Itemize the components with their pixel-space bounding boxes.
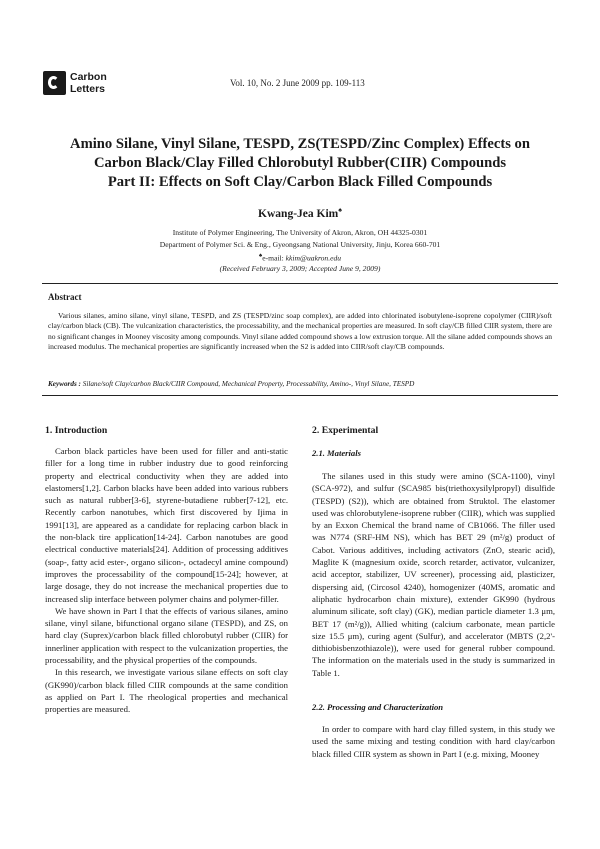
intro-paragraph: We have shown in Part I that the effects of various silanes, amino silane, vinyl silane, bifunctional organo silane (TESPD), and ZS, on hard clay (Suprex)/carbon black filled chlorobutyl rubber (CIIR) for innerliner application with respect to the vulcanization properties, the processability, and the physical properties of the compounds.: [45, 605, 288, 666]
affiliation-1: Institute of Polymer Engineering, The University of Akron, Akron, OH 44325-0301: [172, 228, 428, 237]
email-label: e-mail:: [262, 253, 286, 263]
title-line: Carbon Black/Clay Filled Chlorobutyl Rubber(CIIR) Compounds: [93, 155, 507, 171]
journal-info: Vol. 10, No. 2 June 2009 pp. 109-113: [230, 78, 365, 88]
abstract-box: [42, 283, 558, 396]
materials-paragraph: The silanes used in this study were amino (SCA-1100), vinyl (SCA-972), and sulfur (SCA985 bis(triethoxysilylpropyl) disulfide (TESPD) (S2)), which are obtained from Struktol. The elastomer used was chlorobutylene-isoprene rubber (CIIR), which was supplied by an Exxon Chemical the brand name of CB1066. The filler used was N774 (SRF-HM NS), which has BET 29 (m²/g) product of Cabot. Various additives, including activators (ZnO, stearic acid), Maglite K (magnesium oxide, scorch retarder, activator, vulcanizer, acid acceptor, stabilizer, UV screener), processing aid, plasticizer, dispersing aid, (Circosol 4240), homogenizer (40MS, aromatic and aliphatic hydrocarbon chain mixture), extender GK990 (hydrous aluminum silicate, soft clay) (GK), median particle diameter 1.3 μm, BET 17 (m²/g)), Allied whiting (calcium carbonate, mean particle size 15.5 μm), curing agent (Sulfur), and accelerator (MBTS (2,2'-dithiobisbenzothiazole)), were used for general rubber compound. The information on the materials used in the study is summarized in Table 1.: [312, 471, 555, 678]
received-dates: (Received February 3, 2009; Accepted June 9, 2009): [219, 264, 381, 273]
keywords-label: Keywords :: [48, 380, 81, 388]
keywords: [48, 380, 552, 388]
processing-body: [312, 723, 555, 760]
email-line: [0, 252, 600, 263]
email-mark: ♠: [258, 252, 263, 259]
title-line: Part II: Effects on Soft Clay/Carbon Black Filled Compounds: [107, 174, 493, 190]
author-mark: ♠: [338, 206, 342, 214]
intro-body: [45, 445, 288, 716]
logo-text: [70, 71, 107, 95]
intro-paragraph: In this research, we investigate various silane effects on soft clay (GK990)/carbon black filled CIIR compounds at the same condition as applied on Part I. The rheological properties and mechanical properties are measured.: [45, 667, 288, 715]
keywords-text: Silane/soft Clay/carbon Black/CIIR Compound, Mechanical Property, Processability, Amino-, Vinyl Silane, TESPD: [80, 380, 415, 388]
processing-heading: 2.2. Processing and Characterization: [312, 702, 444, 712]
paper-title: [30, 135, 570, 192]
experimental-heading: 2. Experimental: [312, 425, 379, 436]
logo-line-2: Letters: [70, 83, 106, 95]
processing-paragraph: In order to compare with hard clay filled system, in this study we used the same mixing and testing condition with hard clay/carbon black filled CIIR system as shown in Part I (e.g. mixing, Mooney: [312, 724, 555, 759]
author-name: Kwang-Jea Kim: [258, 207, 339, 220]
carbon-letters-logo-icon: [43, 71, 66, 95]
abstract-heading: Abstract: [48, 292, 82, 302]
intro-heading: 1. Introduction: [45, 425, 108, 436]
abstract-text: Various silanes, amino silane, vinyl silane, TESPD, and ZS (TESPD/zinc soap complex), are added into chlorinated isobutylene-isoprene copolymer (CIIR)/soft clay/carbon black (CB). The vulcanization characteristics, the processability, and the mechanical properties are measured. In soft clay/CB filled CIIR system, there are no significant changes in Mooney viscosity among compounds. Vinyl silane added compound shows a low extrusion torque. All the silane added compounds shows an increased modulus. The mechanical properties are significantly increased when the S2 is added into CIIR/soft clay/CB compounds.: [48, 311, 552, 351]
intro-paragraph: Carbon black particles have been used for filler and anti-static filler for a long time in rubber industry due to good reinforcing property and electrical conductivity when they are added into elastomers[1,2]. Carbon blacks have been added into various rubbers such as natural rubber[3-6], styrene-butadiene rubber[7-12], etc. Recently carbon nanotubes, which first discovered by Ijima in 1991[13], are appeared as a candidate for replacing carbon black in the non-black tire application[14-24]. Carbon nanotubes are good electrical conductive materials[24]. Addition of processing additives (soap-, fatty acid ester-, organo silicon-, octadecyl amine compound) improves the processability of the compound[15-24]; however, at large dosage, they do not increase the mechanical properties due to increased slip interface between polymer chains and polymer-filler.: [45, 446, 288, 604]
title-line: Amino Silane, Vinyl Silane, TESPD, ZS(TESPD/Zinc Complex) Effects on: [70, 136, 530, 152]
journal-logo: [43, 71, 107, 95]
affiliation-2: Department of Polymer Sci. & Eng., Gyeongsang National University, Jinju, Korea 660-701: [159, 240, 441, 249]
materials-heading: 2.1. Materials: [312, 448, 361, 458]
materials-body: [312, 470, 555, 679]
logo-line-1: Carbon: [70, 71, 107, 83]
email-address[interactable]: kkim@uakron.edu: [285, 253, 342, 263]
author: [0, 206, 600, 220]
